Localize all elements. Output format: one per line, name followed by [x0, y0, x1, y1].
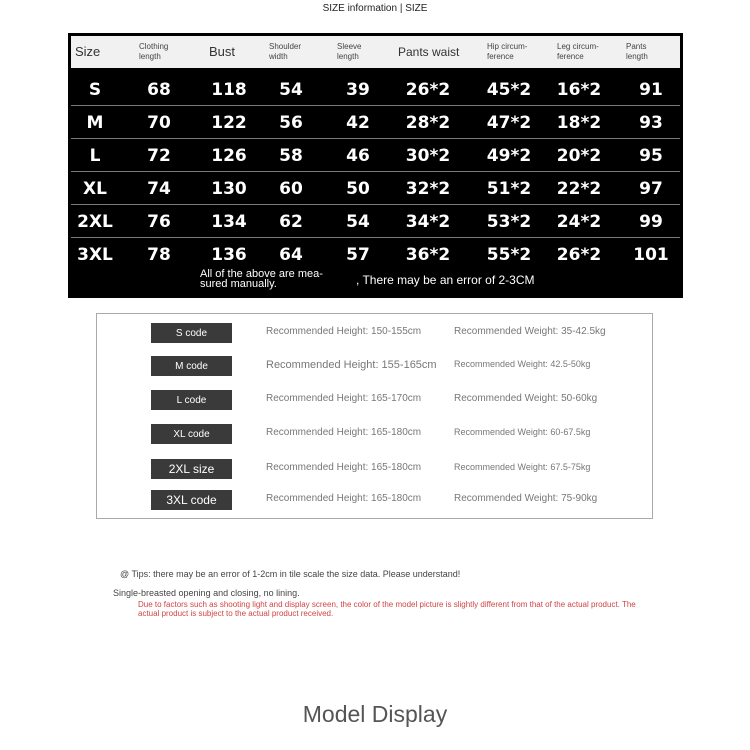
- header-bust: Bust: [209, 44, 236, 59]
- size-cell: L: [89, 146, 101, 166]
- size-cell: 53*2: [486, 212, 532, 232]
- recommended-weight: Recommended Weight: 75-90kg: [454, 493, 598, 504]
- header-hip-circumference: Hip circum-ference: [487, 42, 528, 61]
- size-cell: 18*2: [556, 113, 602, 133]
- color-disclaimer: Due to factors such as shooting light and display screen, the color of the model picture is slightly different from that of the actual product. The actual product is subject to the actual product received.: [138, 600, 636, 618]
- recommended-height: Recommended Height: 165-180cm: [266, 427, 422, 438]
- recommended-weight: Recommended Weight: 42.5-50kg: [454, 359, 591, 369]
- size-cell: 57: [346, 245, 370, 265]
- recommended-height: Recommended Height: 165-170cm: [266, 393, 422, 404]
- tips-note: @ Tips: there may be an error of 1-2cm in tile scale the size data. Please understand!: [120, 569, 461, 579]
- recommended-weight: Recommended Weight: 60-67.5kg: [454, 427, 591, 437]
- size-cell: 74: [147, 179, 171, 199]
- size-cell: 130: [211, 179, 247, 199]
- size-code-tag: M code: [151, 356, 232, 376]
- measurement-note-left: All of the above are mea- sured manually.: [200, 268, 323, 290]
- recommendation-row-l: [97, 390, 652, 410]
- size-cell: 136: [211, 245, 247, 265]
- recommended-height: Recommended Height: 155-165cm: [266, 359, 437, 371]
- size-cell: 50: [346, 179, 370, 199]
- size-cell: 76: [147, 212, 171, 232]
- size-cell: 134: [211, 212, 247, 232]
- header-pants-waist: Pants waist: [398, 45, 460, 59]
- measurement-note-right: , There may be an error of 2-3CM: [356, 273, 535, 287]
- size-cell: 26*2: [405, 80, 451, 100]
- size-cell: 70: [147, 113, 171, 133]
- size-cell: 49*2: [486, 146, 532, 166]
- size-cell: 126: [211, 146, 247, 166]
- header-clothing-length: Clothing length: [139, 42, 169, 61]
- size-table: [68, 33, 683, 298]
- size-code-tag: 2XL size: [151, 459, 232, 479]
- recommended-weight: Recommended Weight: 35-42.5kg: [454, 326, 606, 337]
- size-cell: 54: [346, 212, 370, 232]
- size-row-l: [71, 140, 680, 172]
- recommendation-row-3xl: [97, 490, 652, 510]
- measurement-note: [71, 266, 680, 294]
- size-cell: XL: [83, 179, 107, 199]
- size-cell: 3XL: [77, 245, 113, 265]
- header-pants-length: Pants length: [626, 42, 648, 61]
- size-cell: 118: [211, 80, 247, 100]
- size-cell: 62: [279, 212, 303, 232]
- size-cell: 22*2: [556, 179, 602, 199]
- size-cell: 93: [639, 113, 663, 133]
- header-size: Size: [75, 44, 101, 59]
- size-row-m: [71, 107, 680, 139]
- size-cell: 91: [639, 80, 663, 100]
- recommended-height: Recommended Height: 165-180cm: [266, 493, 422, 504]
- size-cell: 20*2: [556, 146, 602, 166]
- size-cell: 16*2: [556, 80, 602, 100]
- size-cell: 34*2: [405, 212, 451, 232]
- recommendation-row-m: [97, 356, 652, 376]
- size-cell: 36*2: [405, 245, 451, 265]
- size-cell: 56: [279, 113, 303, 133]
- size-cell: 72: [147, 146, 171, 166]
- recommendation-row-s: [97, 323, 652, 343]
- header-leg-circumference: Leg circum-ference: [557, 42, 599, 61]
- recommendation-box: [96, 313, 653, 519]
- size-row-xl: [71, 173, 680, 205]
- size-cell: 24*2: [556, 212, 602, 232]
- opening-note: Single-breasted opening and closing, no lining.: [113, 588, 300, 598]
- page-title: SIZE information | SIZE: [322, 3, 428, 14]
- size-cell: 101: [633, 245, 669, 265]
- size-cell: 51*2: [486, 179, 532, 199]
- size-cell: S: [88, 80, 102, 100]
- size-cell: M: [86, 113, 104, 133]
- size-cell: 39: [346, 80, 370, 100]
- size-row-2xl: [71, 206, 680, 238]
- header-sleeve-length: Sleeve length: [337, 42, 362, 61]
- size-cell: 78: [147, 245, 171, 265]
- size-cell: 42: [346, 113, 370, 133]
- size-code-tag: 3XL code: [151, 490, 232, 510]
- size-cell: 54: [279, 80, 303, 100]
- size-code-tag: L code: [151, 390, 232, 410]
- size-row-s: [71, 74, 680, 106]
- size-cell: 32*2: [405, 179, 451, 199]
- size-cell: 45*2: [486, 80, 532, 100]
- size-cell: 30*2: [405, 146, 451, 166]
- size-cell: 68: [147, 80, 171, 100]
- size-cell: 58: [279, 146, 303, 166]
- size-cell: 26*2: [556, 245, 602, 265]
- model-display-heading: Model Display: [302, 701, 448, 727]
- size-code-tag: S code: [151, 323, 232, 343]
- size-cell: 55*2: [486, 245, 532, 265]
- size-cell: 46: [346, 146, 370, 166]
- recommended-weight: Recommended Weight: 67.5-75kg: [454, 462, 591, 472]
- recommendation-row-2xl: [97, 459, 652, 479]
- size-cell: 28*2: [405, 113, 451, 133]
- size-cell: 122: [211, 113, 247, 133]
- size-cell: 64: [279, 245, 303, 265]
- header-shoulder-width: Shoulder width: [269, 42, 302, 61]
- size-cell: 60: [279, 179, 303, 199]
- size-cell: 97: [639, 179, 663, 199]
- size-cell: 47*2: [486, 113, 532, 133]
- size-cell: 95: [639, 146, 663, 166]
- size-cell: 99: [639, 212, 663, 232]
- recommended-height: Recommended Height: 150-155cm: [266, 326, 422, 337]
- size-code-tag: XL code: [151, 424, 232, 444]
- recommended-height: Recommended Height: 165-180cm: [266, 462, 422, 473]
- size-cell: 2XL: [77, 212, 113, 232]
- size-table-header: [71, 36, 680, 68]
- recommended-weight: Recommended Weight: 50-60kg: [454, 393, 598, 404]
- recommendation-row-xl: [97, 424, 652, 444]
